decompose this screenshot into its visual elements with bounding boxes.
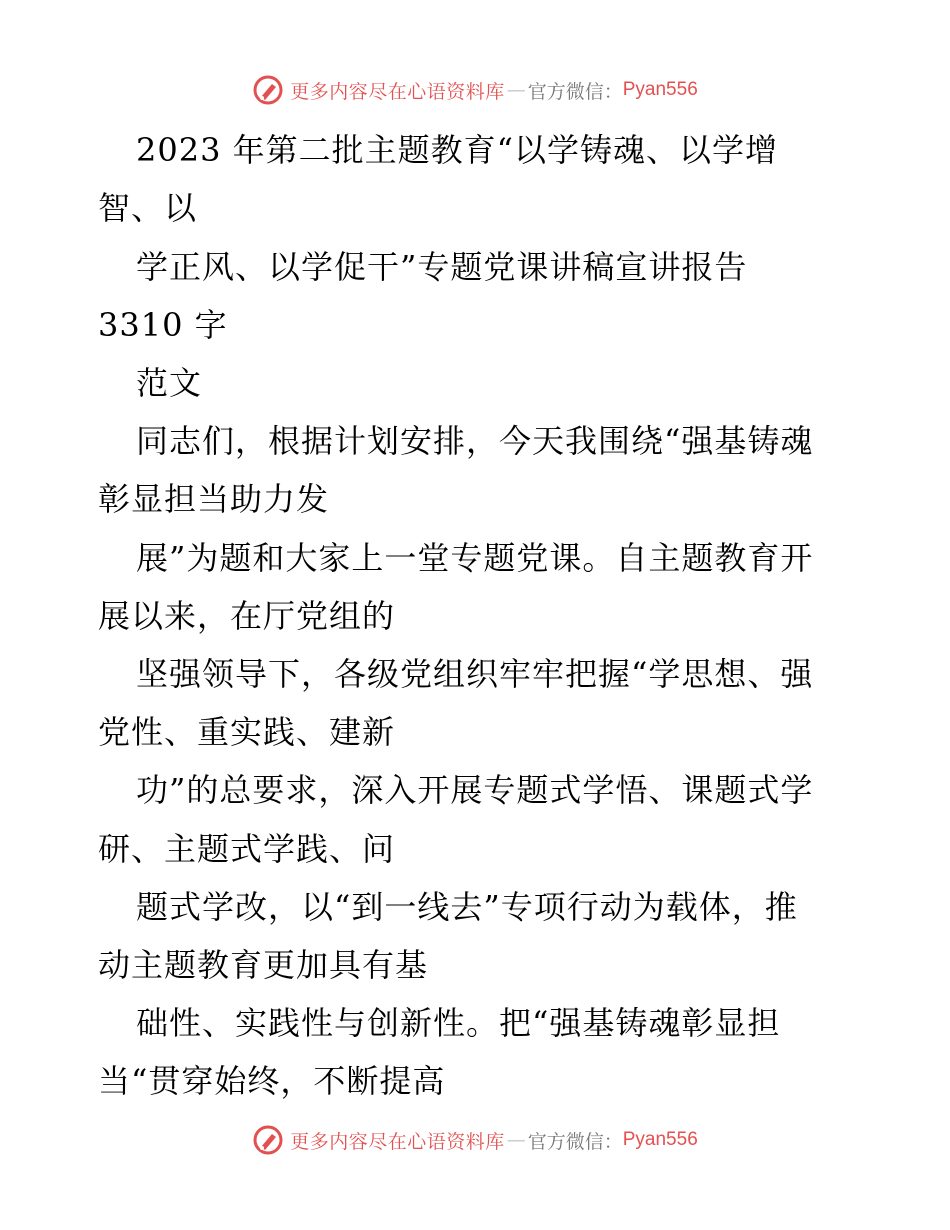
pen-logo-icon xyxy=(252,74,284,106)
text-line: 功”的总要求，深入开展专题式学悟、课题式学 xyxy=(136,771,814,809)
watermark-text: 更多内容尽在心语资料库 xyxy=(290,80,505,103)
watermark-wechat-label: 官方微信： xyxy=(527,80,623,103)
text-line: 展以来，在厅党组的 xyxy=(98,597,396,635)
text-line: 党性、重实践、建新 xyxy=(98,713,396,751)
watermark-dash: — xyxy=(506,79,526,101)
watermark-dash: — xyxy=(506,1129,526,1151)
text-line: 坚强领导下，各级党组织牢牢把握“学思想、强 xyxy=(136,655,814,693)
watermark-wechat-id: Pyan556 xyxy=(622,1129,698,1150)
text-line: 动主题教育更加具有基 xyxy=(98,946,429,984)
header-watermark xyxy=(0,70,950,110)
text-line: 智、以 xyxy=(98,189,198,227)
text-line: 2023 年第二批主题教育“以学铸魂、以学增 xyxy=(136,131,778,169)
text-line: 研、主题式学践、问 xyxy=(98,830,396,868)
text-line: 学正风、以学促干”专题党课讲稿宣讲报告 xyxy=(136,248,748,286)
watermark-wechat-id: Pyan556 xyxy=(622,79,698,100)
pen-logo-icon xyxy=(252,1124,284,1156)
text-line: 展”为题和大家上一堂专题党课。自主题教育开 xyxy=(136,539,814,577)
text-line: 同志们，根据计划安排，今天我围绕“强基铸魂 xyxy=(136,422,814,460)
text-line: 础性、实践性与创新性。把“强基铸魂彰显担 xyxy=(136,1004,781,1042)
watermark-text: 更多内容尽在心语资料库 xyxy=(290,1130,505,1153)
text-line: 范文 xyxy=(136,364,203,402)
text-line: 3310 字 xyxy=(98,306,228,344)
watermark-wechat-label: 官方微信： xyxy=(527,1130,623,1153)
text-line: 彰显担当助力发 xyxy=(98,480,330,518)
text-line: 题式学改，以“到一线去”专项行动为载体，推 xyxy=(136,888,798,926)
text-line: 当“贯穿始终，不断提高 xyxy=(98,1062,446,1100)
footer-watermark xyxy=(0,1120,950,1160)
